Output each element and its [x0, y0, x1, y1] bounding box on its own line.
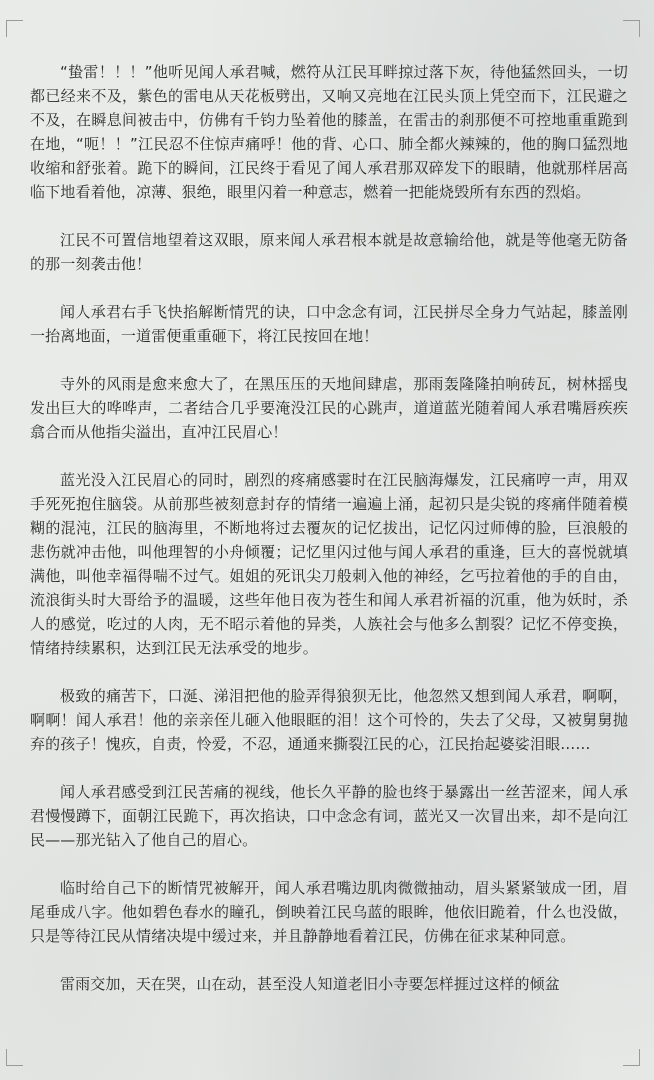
top-right-corner-mark: [623, 20, 640, 37]
paragraph-1: “蛰雷！！！”他听见闻人承君喊，燃符从江民耳畔掠过落下灰，待他猛然回头，一切都已经来不及，紫色的雷电从天花板劈出，又响又亮地在江民头顶上凭空而下，江民避之不及，在瞬息间被击中，仿佛有千钧力坠着他的膝盖，在雷击的刹那便不可控地重重跪到在地，“呃！！”江民忍不住惊声痛呼！他的背、心口、肺全都火辣辣的，他的胸口猛烈地收缩和舒张着。跪下的瞬间，江民终于看见了闻人承君那双碎发下的眼睛，他就那样居高临下地看着他，凉薄、狠绝，眼里闪着一种意志，燃着一把能烧毁所有东西的烈焰。: [30, 63, 628, 201]
paragraph-3: 闻人承君右手飞快掐解断情咒的诀，口中念念有词，江民拼尽全身力气站起，膝盖刚一抬离地面，一道雷便重重砸下，将江民按回在地！: [30, 303, 628, 345]
paragraph-5: 蓝光没入江民眉心的同时，剧烈的疼痛感霎时在江民脑海爆发，江民痛哼一声，用双手死死抱住脑袋。从前那些被刻意封存的情绪一遍遍上涌，起初只是尖锐的疼痛伴随着模糊的混沌，江民的脑海里，不断地将过去覆灰的记忆拔出，记忆闪过师傅的脸，巨浪般的悲伤就冲击他，叫他理智的小舟倾覆；记忆里闪过他与闻人承君的重逢，巨大的喜悦就填满他，叫他幸福得喘不过气。姐姐的死讯尖刀般刺入他的神经，乞丐拉着他的手的自由，流浪街头时大哥给予的温暖，这些年他日夜为苍生和闻人承君祈福的沉重，他为妖时，杀人的感觉，吃过的人肉，无不昭示着他的异类，人族社会与他多么割裂？记忆不停变换，情绪持续累积，达到江民无法承受的地步。: [30, 471, 628, 657]
paragraph-2: 江民不可置信地望着这双眼，原来闻人承君根本就是故意输给他，就是等他毫无防备的那一刻袭击他！: [30, 231, 628, 273]
paragraph-4: 寺外的风雨是愈来愈大了，在黑压压的天地间肆虐，那雨轰隆隆拍响砖瓦，树林摇曳发出巨大的哗哗声，二者结合几乎要淹没江民的心跳声，道道蓝光随着闻人承君嘴唇疾疾翕合而从他指尖溢出，直冲江民眉心！: [30, 375, 628, 441]
paragraph-6: 极致的痛苦下，口涎、涕泪把他的脸弄得狼狈无比，他忽然又想到闻人承君，啊啊，啊啊！闻人承君！他的亲亲侄儿砸入他眼眶的泪！这个可怜的，失去了父母，又被舅舅抛弃的孩子！愧疚，自责，怜爱，不忍，通通来撕裂江民的心，江民抬起婆娑泪眼……: [30, 687, 628, 753]
top-left-corner-mark: [6, 20, 23, 37]
paragraph-8: 临时给自己下的断情咒被解开，闻人承君嘴边肌肉微微抽动，眉头紧紧皱成一团，眉尾垂成八字。他如碧色春水的瞳孔，倒映着江民乌蓝的眼眸，他依旧跪着，什么也没做，只是等待江民从情绪决堤中缓过来，并且静静地看着江民，仿佛在征求某种同意。: [30, 879, 628, 945]
paragraph-9: 雷雨交加，天在哭，山在动，甚至没人知道老旧小寺要怎样捱过这样的倾盆: [60, 975, 560, 993]
bottom-right-corner-mark: [623, 1049, 640, 1066]
paragraph-7: 闻人承君感受到江民苦痛的视线，他长久平静的脸也终于暴露出一丝苦涩来，闻人承君慢慢蹲下，面朝江民跪下，再次掐诀，口中念念有词，蓝光又一次冒出来，却不是向江民——那光钻入了他自己的眉心。: [30, 783, 628, 849]
bottom-left-corner-mark: [6, 1049, 23, 1066]
story-text: [30, 60, 628, 1020]
